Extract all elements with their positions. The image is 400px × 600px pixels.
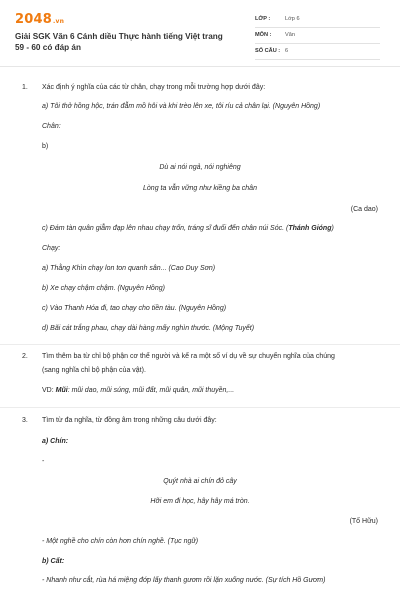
example-keyword: Mũi bbox=[55, 387, 68, 394]
poem-line: Dù ai nói ngả, nói nghiêng bbox=[159, 164, 241, 171]
divider bbox=[0, 344, 400, 345]
divider bbox=[0, 407, 400, 408]
poem-line: Lòng ta vẫn vững như kiềng ba chân bbox=[143, 185, 257, 192]
question-text: (sang nghĩa chỉ bộ phận của vật). bbox=[42, 367, 146, 374]
meta-key: MÔN : bbox=[255, 32, 272, 38]
page-title: Giải SGK Văn 6 Cánh diều Thực hành tiếng Việt trang 59 - 60 có đáp án bbox=[15, 32, 223, 52]
example-text bbox=[42, 387, 234, 396]
example-source: Thánh Gióng bbox=[288, 225, 332, 232]
sub-label: b) Cất: bbox=[42, 558, 65, 565]
example-text: b) Xe chạy chậm chậm. (Nguyên Hồng) bbox=[42, 285, 165, 292]
question-number: 2. bbox=[22, 353, 28, 360]
header bbox=[0, 0, 400, 66]
example-text: c) Vào Thanh Hóa đi, tao chạy cho tiền tàu. (Nguyên Hồng) bbox=[42, 305, 227, 312]
meta-value: Văn bbox=[285, 32, 295, 38]
poem-line: Quýt nhà ai chín đỏ cây bbox=[163, 478, 237, 485]
poem-source: (Ca dao) bbox=[350, 206, 378, 213]
poem-line: Hỡi em đi học, hây hây má tròn. bbox=[150, 498, 250, 505]
example-label: b) bbox=[42, 143, 49, 150]
meta-key: LỚP : bbox=[255, 16, 271, 22]
example-text: a) Tôi thở hồng hộc, trán đẫm mồ hôi và khi trèo lên xe, tôi ríu cả chân lại. (Nguyên Hồng) bbox=[42, 103, 321, 110]
question-text: Xác định ý nghĩa của các từ chân, chạy trong mỗi trường hợp dưới đây: bbox=[42, 84, 266, 91]
example-text: d) Bãi cát trắng phau, chạy dài hàng mấy nghìn thước. (Mộng Tuyết) bbox=[42, 325, 255, 332]
dash-marker: - bbox=[42, 458, 45, 465]
logo-text: 2048 bbox=[15, 12, 52, 27]
question-number: 3. bbox=[22, 417, 28, 424]
header-divider bbox=[0, 66, 400, 67]
example-text: a) Thằng Khìn chạy lon ton quanh sân... (Cao Duy Sơn) bbox=[42, 265, 216, 272]
sub-label: Chân: bbox=[42, 123, 61, 130]
sub-label-keyword: a) Chín: bbox=[42, 438, 69, 445]
sub-label bbox=[42, 438, 68, 447]
poem-source: (Tố Hữu) bbox=[349, 518, 378, 525]
meta-row-count bbox=[255, 44, 380, 60]
sub-label: Chạy: bbox=[42, 245, 61, 252]
example-text-main: c) Đám tàn quân giẫm đạp lên nhau chạy trốn, tráng sĩ đuổi đến chân núi Sóc. ( bbox=[42, 225, 289, 232]
meta-value: 6 bbox=[285, 48, 289, 54]
example-text-end: ) bbox=[331, 225, 334, 232]
meta-row-class bbox=[255, 12, 380, 28]
example-text: - Một nghề cho chín còn hơn chín nghề. (Tục ngữ) bbox=[42, 538, 199, 545]
meta-row-subject bbox=[255, 28, 380, 44]
question-number: 1. bbox=[22, 84, 28, 91]
example-text: - Nhanh như cắt, rùa há miệng đớp lấy thanh gươm rồi lặn xuống nước. (Sự tích Hồ Gươm) bbox=[42, 577, 326, 584]
logo-suffix: .vn bbox=[52, 18, 65, 25]
meta-value: Lớp 6 bbox=[285, 16, 300, 22]
site-logo[interactable] bbox=[15, 12, 64, 28]
example-text bbox=[42, 225, 334, 234]
meta-table bbox=[255, 12, 380, 60]
meta-key: SỐ CÂU : bbox=[255, 48, 281, 54]
example-label: VD: bbox=[42, 387, 56, 394]
example-rest: : mũi dao, mũi súng, mũi đất, mũi quân, mũi thuyền,... bbox=[67, 387, 235, 394]
question-text: Tìm thêm ba từ chỉ bộ phận cơ thể người và kể ra một số ví dụ về sự chuyển nghĩa của chúng bbox=[42, 353, 335, 360]
question-text: Tìm từ đa nghĩa, từ đồng âm trong những câu dưới đây: bbox=[42, 417, 217, 424]
